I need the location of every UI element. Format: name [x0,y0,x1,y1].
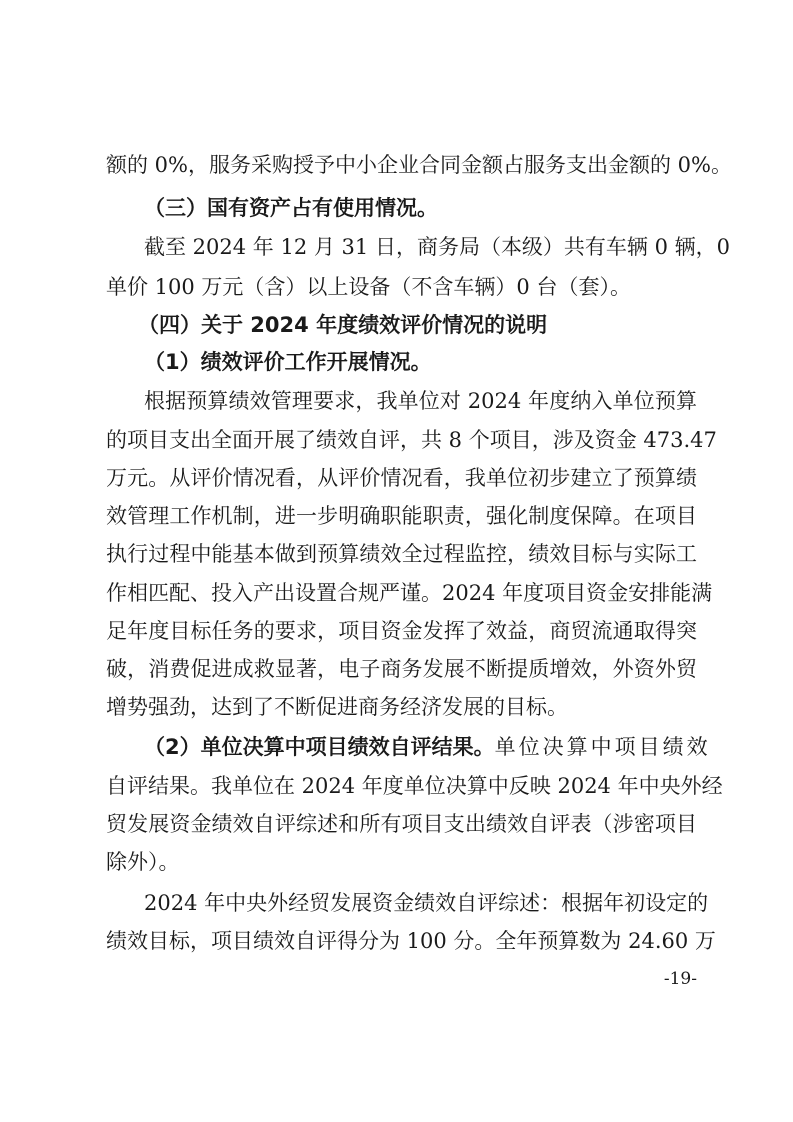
body-text-line: 万元。从评价情况看，从评价情况看，我单位初步建立了预算绩 [106,466,697,490]
subsection-heading: （1）绩效评价工作开展情况。 [144,350,432,374]
body-text-line: 2024 年中央外经贸发展资金绩效自评综述：根据年初设定的 [144,891,709,915]
body-text-line: 贸发展资金绩效自评综述和所有项目支出绩效自评表（涉密项目 [106,812,697,836]
subsection-heading-line [106,733,711,761]
body-text-line: 绩效目标，项目绩效自评得分为 100 分。全年预算数为 24.60 万 [106,929,716,953]
body-text-line: 增势强劲，达到了不断促进商务经济发展的目标。 [106,695,568,719]
body-text-line: 执行过程中能基本做到预算绩效全过程监控，绩效目标与实际工 [106,542,697,566]
body-text: 单位决算中项目绩效 [494,735,711,759]
subsection-heading: （2）单位决算中项目绩效自评结果。 [144,735,495,759]
section-heading: （四）关于 2024 年度绩效评价情况的说明 [138,313,548,337]
body-text-line: 截至 2024 年 12 月 31 日，商务局（本级）共有车辆 0 辆，0 [144,235,731,259]
section-heading: （三）国有资产占有使用情况。 [144,196,438,220]
body-text-line: 破，消费促进成救显著，电子商务发展不断提质增效，外资外贸 [106,657,697,681]
body-text-line: 单价 100 万元（含）以上设备（不含车辆）0 台（套）。 [106,275,631,299]
body-text-line: 效管理工作机制，进一步明确职能职责，强化制度保障。在项目 [106,504,697,528]
body-text-line: 根据预算绩效管理要求，我单位对 2024 年度纳入单位预算 [144,389,697,413]
body-text-line: 自评结果。我单位在 2024 年度单位决算中反映 2024 年中央外经 [106,774,723,798]
body-text-line: 除外）。 [106,850,180,874]
body-text-line: 额的 0%，服务采购授予中小企业合同金额占服务支出金额的 0%。 [106,153,732,177]
page-number: -19- [663,969,697,989]
body-text-line: 的项目支出全面开展了绩效自评，共 8 个项目，涉及资金 473.47 [106,428,717,452]
body-text-line: 足年度目标任务的要求，项目资金发挥了效益，商贸流通取得突 [106,619,697,643]
body-text-line: 作相匹配、投入产出设置合规严谨。2024 年度项目资金安排能满 [106,581,713,605]
